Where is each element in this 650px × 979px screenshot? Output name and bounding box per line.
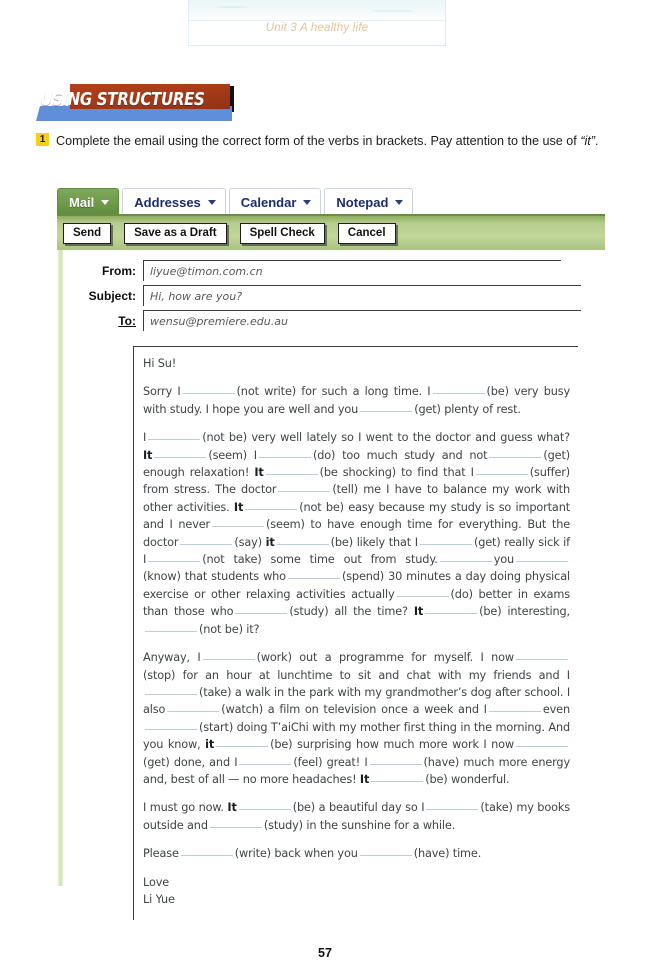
- p4-c: (take) my books outside and: [143, 801, 570, 832]
- p2-t: (be) interesting,: [479, 605, 570, 619]
- tab-mail-label: Mail: [69, 194, 95, 210]
- exercise-1: [36, 131, 616, 151]
- answer-blank[interactable]: [489, 457, 541, 458]
- p5-c: (have) time.: [413, 847, 482, 861]
- tab-addresses[interactable]: [122, 188, 225, 215]
- answer-blank[interactable]: [181, 855, 233, 856]
- send-button[interactable]: Send: [63, 223, 111, 244]
- p2-o: you: [493, 553, 514, 567]
- subject-label: Subject:: [88, 289, 136, 303]
- answer-blank[interactable]: [426, 809, 478, 810]
- instruction-text-part1: Complete the email using the correct form of the verbs in brackets. Pay attention to the use of: [56, 134, 581, 148]
- p3-e: (watch) a film on television once a week and I: [221, 703, 487, 717]
- answer-blank[interactable]: [440, 561, 492, 562]
- answer-blank[interactable]: [516, 746, 568, 747]
- p4-b: (be) a beautiful day so I: [292, 801, 425, 815]
- answer-blank[interactable]: [239, 764, 291, 765]
- answer-blank[interactable]: [433, 393, 485, 394]
- page-number: 57: [318, 946, 332, 960]
- from-input[interactable]: liyue@timon.com.cn: [143, 260, 561, 281]
- p4-bold-it-1: It: [227, 801, 237, 815]
- answer-blank[interactable]: [235, 613, 287, 614]
- signoff-text: Love: [143, 875, 170, 889]
- spell-check-button[interactable]: Spell Check: [240, 223, 325, 244]
- answer-blank[interactable]: [183, 393, 235, 394]
- save-as-draft-button[interactable]: Save as a Draft: [124, 223, 226, 244]
- p2-e: (get) enough relaxation!: [143, 448, 570, 480]
- answer-blank[interactable]: [210, 827, 262, 828]
- answer-blank[interactable]: [476, 474, 528, 475]
- p2-f: (be shocking) to find that I: [319, 466, 474, 480]
- tab-calendar-label: Calendar: [240, 194, 297, 210]
- answer-blank[interactable]: [145, 694, 197, 695]
- p2-d: (do) too much study and not: [312, 448, 488, 462]
- field-row-subject: [67, 283, 605, 306]
- answer-blank[interactable]: [360, 411, 412, 412]
- chevron-down-icon[interactable]: [208, 200, 216, 205]
- message-greeting: [143, 355, 570, 372]
- exercise-instruction: [56, 131, 616, 151]
- p2-b: (not be) very well lately so I went to the doctor and guess what?: [202, 431, 570, 445]
- instruction-text-part2: .: [595, 134, 599, 148]
- answer-blank[interactable]: [145, 631, 197, 632]
- p2-u: (not be) it?: [199, 622, 260, 636]
- answer-blank[interactable]: [239, 809, 291, 810]
- p2-bold-it-4: it: [265, 535, 275, 549]
- p3-b: (work) out a programme for myself. I now: [256, 651, 514, 665]
- p1-b: (not write) for such a long time. I: [236, 385, 431, 399]
- p2-n: (not take) some time out from study.: [202, 553, 438, 567]
- answer-blank[interactable]: [288, 578, 340, 579]
- signature-text: Li Yue: [143, 892, 175, 906]
- p4-a: I must go now.: [143, 801, 224, 815]
- answer-blank[interactable]: [259, 457, 311, 458]
- to-label-link[interactable]: To:: [118, 314, 136, 328]
- message-paragraph-5: [143, 845, 570, 862]
- p2-i: (not be) easy because my study is so important and I never: [143, 500, 570, 532]
- p2-q: (spend) 30 minutes a day doing physical exercise or other relaxing activities actually: [143, 570, 570, 601]
- answer-blank[interactable]: [154, 457, 206, 458]
- tab-calendar[interactable]: [229, 188, 322, 215]
- tab-mail[interactable]: [57, 188, 119, 215]
- header-wave-decoration: [189, 0, 445, 21]
- message-paragraph-4: [143, 799, 570, 834]
- answer-blank[interactable]: [167, 711, 219, 712]
- answer-blank[interactable]: [212, 526, 264, 527]
- cancel-button[interactable]: Cancel: [338, 223, 396, 244]
- p2-bold-it-5: It: [413, 605, 424, 619]
- answer-blank[interactable]: [148, 561, 200, 562]
- p2-c: (seem) I: [208, 448, 257, 462]
- message-signoff: [143, 874, 570, 909]
- running-header: [188, 0, 446, 46]
- p2-h: (tell) me I have to balance my work with other activities.: [143, 483, 570, 514]
- answer-blank[interactable]: [148, 439, 200, 440]
- p2-bold-it-3: It: [233, 500, 244, 514]
- chevron-down-icon[interactable]: [303, 200, 311, 205]
- p5-a: Please: [143, 847, 179, 861]
- answer-blank[interactable]: [360, 855, 412, 856]
- p3-l: (be) wonderful.: [425, 772, 510, 786]
- field-row-from: [67, 258, 605, 281]
- p3-c: (stop) for an hour at lunchtime to sit and chat with my friends and I: [143, 668, 570, 682]
- mail-header-fields: [67, 258, 605, 333]
- message-body[interactable]: [133, 346, 578, 920]
- tab-notepad-label: Notepad: [336, 194, 389, 210]
- from-label: From:: [102, 264, 136, 278]
- exercise-number-badge: 1: [36, 133, 49, 146]
- p2-bold-it-2: It: [254, 466, 264, 480]
- answer-blank[interactable]: [397, 596, 449, 597]
- p2-j: (seem) to have enough time for everything. But the doctor: [143, 518, 570, 549]
- p2-m: (get) really sick if I: [143, 535, 570, 567]
- p2-p: (know) that students who: [143, 570, 286, 584]
- p2-a: I: [143, 431, 147, 445]
- p2-k: (say): [234, 535, 262, 549]
- answer-blank[interactable]: [516, 561, 568, 562]
- p3-h: (be) surprising how much more work I now: [270, 738, 514, 752]
- p3-g: (start) doing T’aiChi with my mother first thing in the morning. And you know,: [143, 720, 570, 752]
- p5-b: (write) back when you: [234, 847, 358, 861]
- answer-blank[interactable]: [245, 509, 297, 510]
- chevron-down-icon[interactable]: [395, 200, 403, 205]
- p3-j: (feel) great! I: [293, 755, 368, 769]
- p2-bold-it-1: It: [143, 448, 153, 462]
- tab-addresses-label: Addresses: [134, 194, 201, 210]
- chevron-down-icon[interactable]: [101, 200, 109, 205]
- answer-blank[interactable]: [266, 474, 318, 475]
- p3-i: (get) done, and I: [143, 755, 238, 769]
- answer-blank[interactable]: [516, 659, 568, 660]
- p1-d: (get) plenty of rest.: [414, 402, 521, 416]
- answer-blank[interactable]: [420, 544, 472, 545]
- p3-d: (take) a walk in the park with my grandmother’s dog after school. I also: [143, 685, 570, 717]
- tab-notepad[interactable]: [324, 188, 413, 215]
- p1-c: (be) very busy with study. I hope you are well and you: [143, 385, 570, 416]
- p4-d: (study) in the sunshine for a while.: [263, 818, 456, 832]
- answer-blank[interactable]: [489, 711, 541, 712]
- mail-toolbar: [57, 214, 605, 250]
- p2-s: (study) all the time?: [289, 605, 408, 619]
- p3-bold-it-2: It: [359, 772, 370, 786]
- answer-blank[interactable]: [371, 781, 423, 782]
- answer-blank[interactable]: [277, 544, 329, 545]
- section-title: USING STRUCTURES: [40, 90, 205, 110]
- field-row-to: [67, 308, 605, 331]
- left-green-rail: [57, 250, 63, 886]
- answer-blank[interactable]: [278, 491, 330, 492]
- p3-f: even: [542, 703, 570, 717]
- to-input[interactable]: wensu@premiere.edu.au: [143, 310, 581, 331]
- p3-bold-it-1: it: [205, 738, 215, 752]
- message-paragraph-2: [143, 429, 570, 638]
- p3-k: (have) much more energy and, best of all — no more headaches!: [143, 755, 570, 786]
- tab-strip: [57, 186, 605, 215]
- answer-blank[interactable]: [370, 764, 422, 765]
- message-paragraph-3: [143, 649, 570, 788]
- unit-title: Unit 3 A healthy life: [265, 22, 369, 34]
- answer-blank[interactable]: [203, 659, 255, 660]
- message-paragraph-1: [143, 383, 570, 418]
- answer-blank[interactable]: [180, 544, 232, 545]
- subject-input[interactable]: Hi, how are you?: [143, 285, 581, 306]
- greeting-text: Hi Su!: [143, 357, 177, 370]
- p1-a: Sorry I: [143, 385, 181, 399]
- answer-blank[interactable]: [145, 729, 197, 730]
- instruction-it-emphasis: “it”: [580, 134, 595, 148]
- p3-a: Anyway, I: [143, 651, 201, 665]
- section-banner: [36, 84, 236, 124]
- p2-l: (be) likely that I: [330, 535, 418, 549]
- answer-blank[interactable]: [425, 613, 477, 614]
- answer-blank[interactable]: [216, 746, 268, 747]
- mail-client-window: [57, 186, 605, 906]
- p2-g: (suffer) from stress. The doctor: [143, 466, 570, 497]
- p2-r: (do) better in exams than those who: [143, 587, 571, 619]
